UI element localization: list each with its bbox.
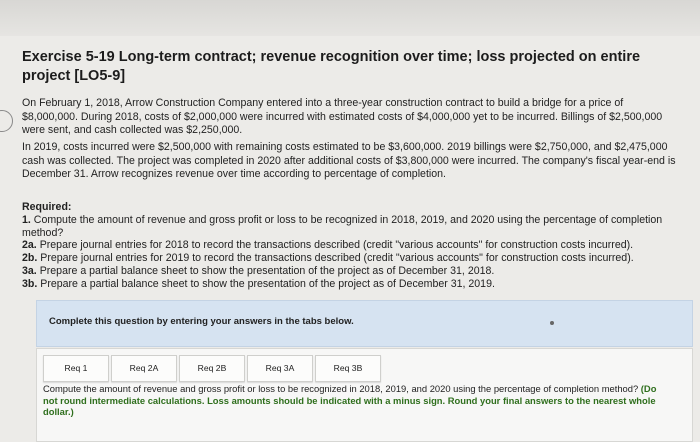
- tab-req-2a[interactable]: Req 2A: [111, 355, 177, 382]
- required-item-text: Prepare journal entries for 2019 to record the transactions described (credit "various accounts" for construction costs incurred).: [40, 252, 634, 265]
- required-item: [22, 214, 688, 240]
- tab-req-3b[interactable]: Req 3B: [315, 355, 381, 382]
- tab-req-3a[interactable]: Req 3A: [247, 355, 313, 382]
- tabs-area: [36, 348, 693, 442]
- required-item-text: Prepare a partial balance sheet to show the presentation of the project as of December 31, 2018.: [39, 264, 495, 277]
- paragraph-2: In 2019, costs incurred were $2,500,000 with remaining costs estimated to be $3,600,000. 2019 billings were $2,750,000, and $2,475,000 cash was collected. The project was completed in 2020 after additional costs of $3,800,000 were incurred. The company's fiscal year-end is December 31. Arrow recognizes revenue over time according to percentage of completion.: [22, 141, 676, 180]
- tab-panel-note: (Do not round intermediate calculations. Loss amounts should be indicated with a minus sign. Round your final answers to the nearest whole dollar.): [43, 383, 657, 417]
- required-item-text: Compute the amount of revenue and gross profit or loss to be recognized in 2018, 2019, and 2020 using the percentage of completion method?: [22, 213, 663, 239]
- required-item-num: 1.: [22, 213, 31, 226]
- required-item: [22, 265, 688, 278]
- instruction-bar: [36, 300, 693, 347]
- required-item: [22, 239, 688, 252]
- instruction-text: Complete this question by entering your answers in the tabs below.: [49, 316, 354, 327]
- required-item-text: Prepare a partial balance sheet to show the presentation of the project as of December 31, 2019.: [40, 277, 495, 290]
- tab-panel-question: Compute the amount of revenue and gross profit or loss to be recognized in 2018, 2019, and 2020 using the percentage of completion method?: [43, 383, 639, 394]
- required-item-text: Prepare journal entries for 2018 to record the transactions described (credit "various accounts" for construction costs incurred).: [39, 239, 634, 252]
- top-band: [0, 0, 700, 36]
- required-item-num: 2a.: [22, 239, 37, 252]
- exercise-title: Exercise 5-19 Long-term contract; revenue recognition over time; loss projected on entire project [LO5-9]: [22, 49, 641, 84]
- required-item-num: 2b.: [22, 252, 38, 265]
- margin-circle-icon: [0, 110, 13, 132]
- required-item-num: 3a.: [22, 264, 37, 277]
- required-item-num: 3b.: [22, 277, 38, 290]
- required-label: Required:: [22, 201, 72, 213]
- tab-req-2b[interactable]: Req 2B: [179, 355, 245, 382]
- cursor-dot-icon: [550, 321, 554, 325]
- tab-panel: [43, 383, 673, 418]
- tab-req-1[interactable]: Req 1: [43, 355, 109, 382]
- paragraph-1: On February 1, 2018, Arrow Construction Company entered into a three-year construction contract to build a bridge for a price of $8,000,000. During 2018, costs of $2,000,000 were incurred with estimated costs of $4,000,000 yet to be incurred. Billings of $2,500,000 were sent, and cash collected was $2,250,000.: [22, 97, 663, 136]
- required-item: [22, 252, 688, 265]
- required-item: [22, 278, 688, 291]
- required-section: [22, 201, 688, 291]
